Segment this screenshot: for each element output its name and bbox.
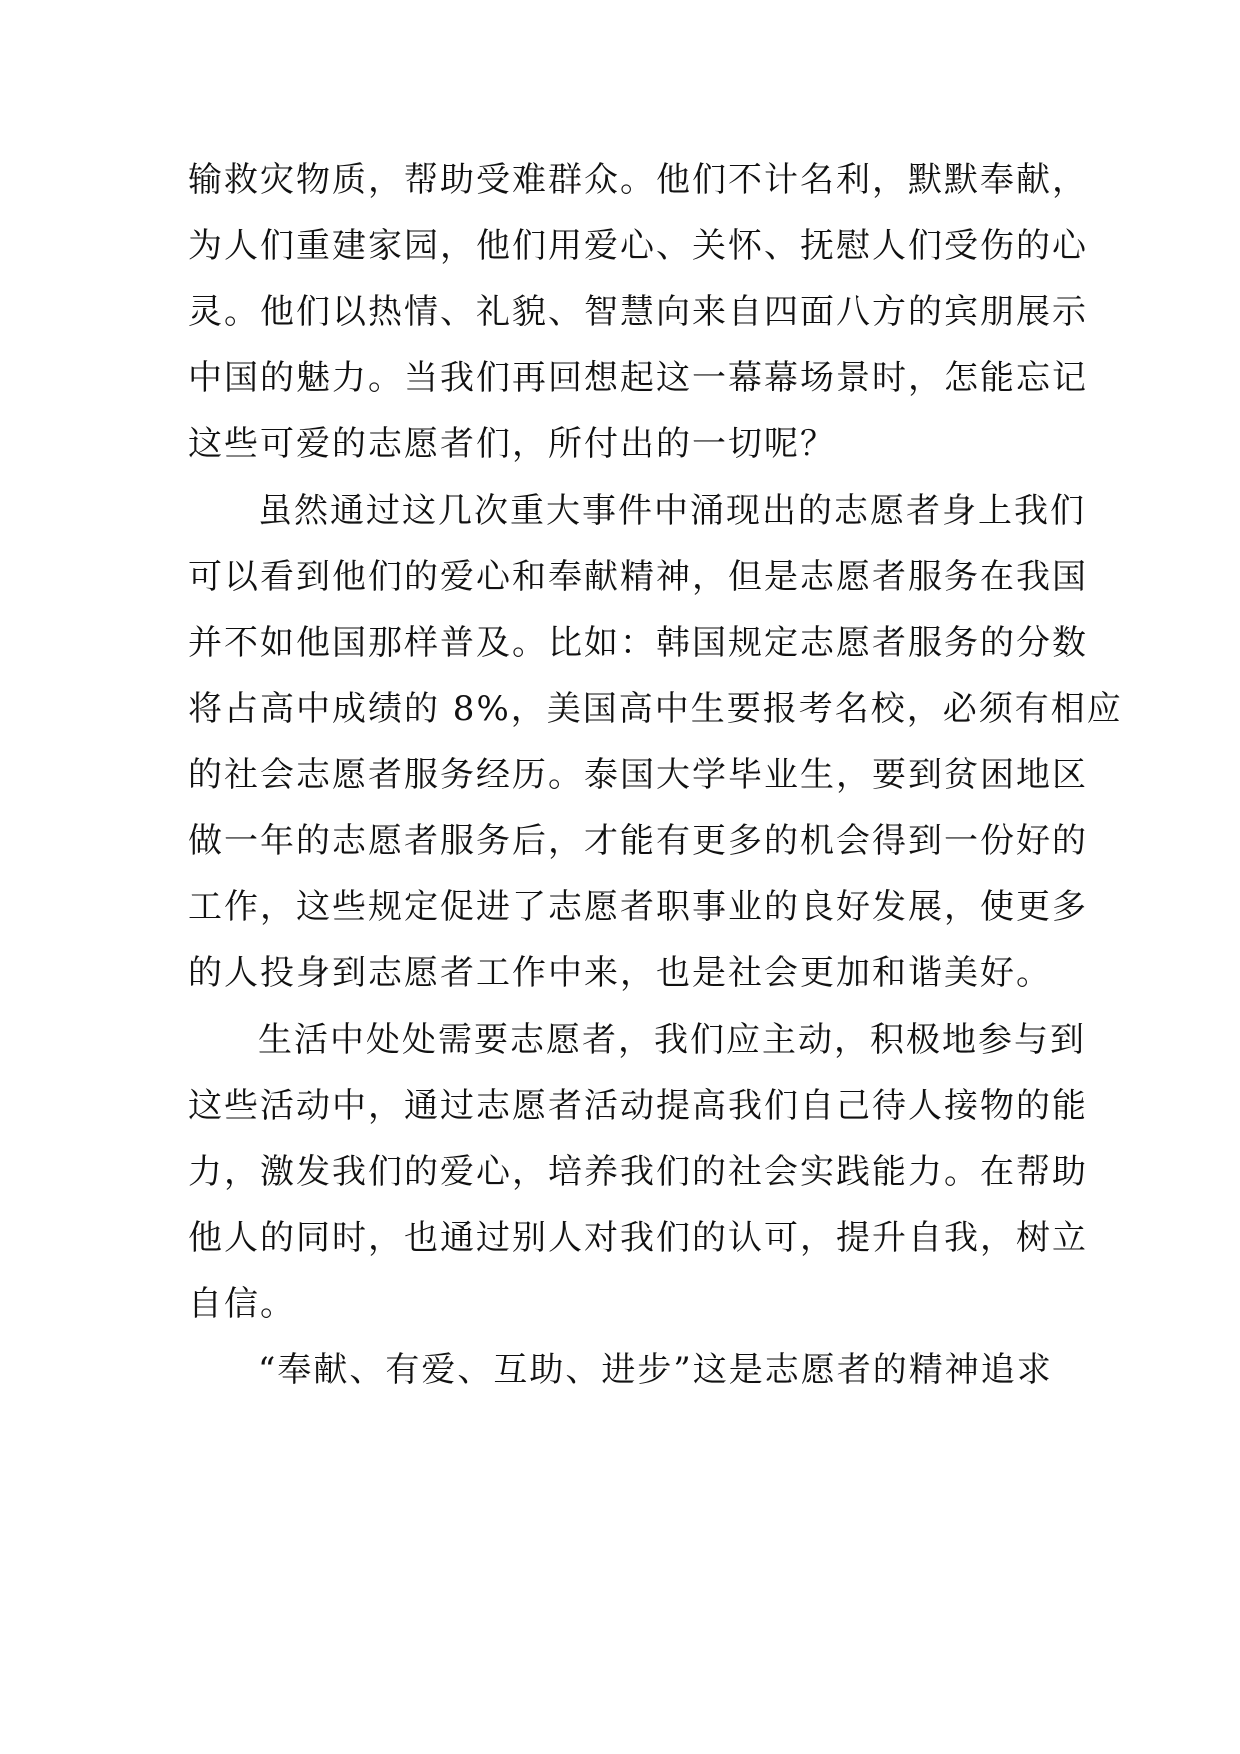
text-line: 力，激发我们的爱心，培养我们的社会实践能力。在帮助 — [188, 1152, 1088, 1192]
text-line: 他人的同时，也通过别人对我们的认可，提升自我，树立 — [188, 1218, 1088, 1258]
text-line: 中国的魅力。当我们再回想起这一幕幕场景时，怎能忘记 — [188, 358, 1088, 398]
text-line: 做一年的志愿者服务后，才能有更多的机会得到一份好的 — [188, 821, 1088, 861]
text-line: 工作，这些规定促进了志愿者职事业的良好发展，使更多 — [188, 887, 1088, 927]
text-line: 生活中处处需要志愿者，我们应主动，积极地参与到 — [258, 1020, 1086, 1060]
text-line: 的社会志愿者服务经历。泰国大学毕业生，要到贫困地区 — [188, 755, 1088, 795]
text-line: 为人们重建家园，他们用爱心、关怀、抚慰人们受伤的心 — [188, 226, 1088, 266]
text-line: 这些可爱的志愿者们，所付出的一切呢？ — [188, 424, 836, 464]
text-line: 输救灾物质，帮助受难群众。他们不计名利，默默奉献， — [188, 160, 1088, 200]
text-line: 自信。 — [188, 1284, 296, 1324]
text-line: 将占高中成绩的 8%，美国高中生要报考名校，必须有相应 — [188, 689, 1123, 729]
text-line: 的人投身到志愿者工作中来，也是社会更加和谐美好。 — [188, 953, 1052, 993]
text-line: 灵。他们以热情、礼貌、智慧向来自四面八方的宾朋展示 — [188, 292, 1088, 332]
text-line: 可以看到他们的爱心和奉献精神，但是志愿者服务在我国 — [188, 557, 1088, 597]
text-line: “奉献、有爱、互助、进步”这是志愿者的精神追求 — [258, 1350, 1053, 1390]
text-line: 并不如他国那样普及。比如：韩国规定志愿者服务的分数 — [188, 623, 1088, 663]
text-line: 虽然通过这几次重大事件中涌现出的志愿者身上我们 — [258, 491, 1086, 531]
text-line: 这些活动中，通过志愿者活动提高我们自己待人接物的能 — [188, 1086, 1088, 1126]
